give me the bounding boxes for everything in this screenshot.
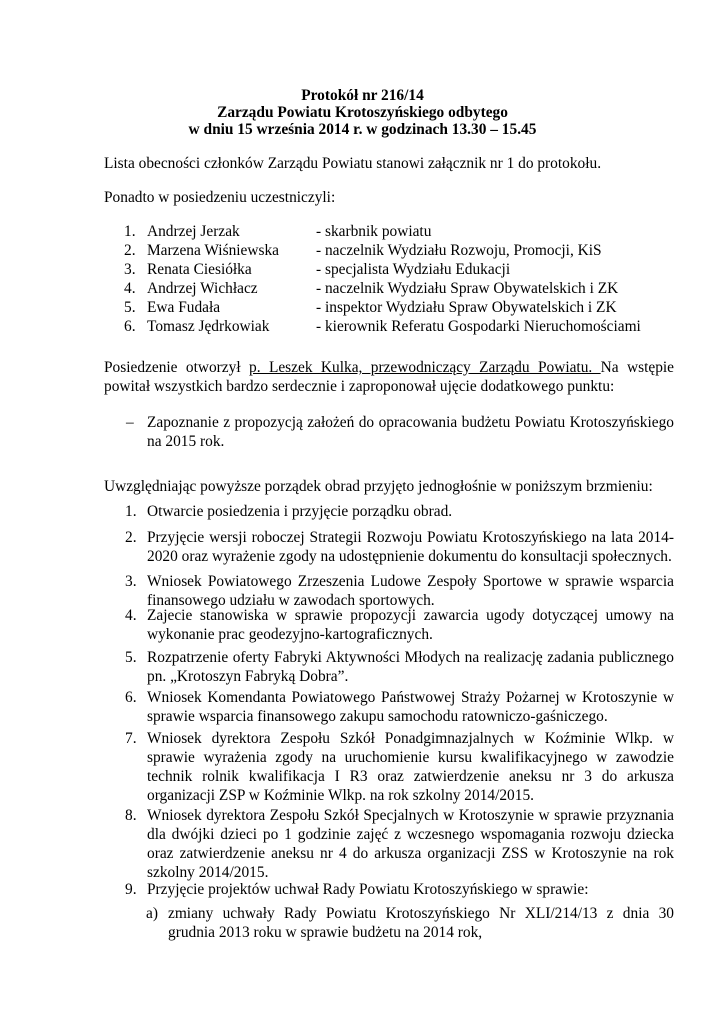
participants-label: Ponadto w posiedzeniu uczestniczyli: — [104, 189, 336, 206]
attendee-row — [0, 222, 725, 241]
agenda-item-text: Wniosek dyrektora Zespołu Szkół Ponadgimnazjalnych w Koźminie Wlkp. w sprawie wyrażenia zgody na uruchomienie kursu kwalifikacyjnego w zawodzie technik rolnik kwalifikacja I R3 oraz zatwierdzenie aneksu nr 3 do arkusza organizacji ZSP w Koźminie Wlkp. na rok szkolny 2014/2015. — [147, 730, 674, 804]
attendee-role: - skarbnik powiatu — [316, 223, 432, 240]
opening-text-end: Na wstępie powitał wszystkich bardzo serdecznie i zaproponował ujęcie dodatkowego punktu: — [104, 359, 674, 395]
attendee-number: 3. — [124, 261, 136, 278]
agenda-item-text: Wniosek Powiatowego Zrzeszenia Ludowe Zespoły Sportowe w sprawie wsparcia finansowego udziału w zawodach sportowych. — [147, 573, 674, 609]
attendee-role: - naczelnik Wydziału Rozwoju, Promocji, KiS — [316, 242, 602, 259]
agenda-item-number: 4. — [125, 607, 137, 624]
attendee-role: - naczelnik Wydziału Spraw Obywatelskich i ZK — [316, 280, 619, 297]
attendee-row — [0, 241, 725, 260]
agenda-item-text: Przyjęcie wersji roboczej Strategii Rozwoju Powiatu Krotoszyńskiego na lata 2014-2020 oraz wyrażenie zgody na udostępnienie dokumentu do konsultacji społecznych. — [147, 529, 674, 565]
agenda-item-text: Wniosek dyrektora Zespołu Szkół Specjalnych w Krotoszynie w sprawie przyznania dla dwójki dzieci po 1 godzinie zajęć z wczesnego wspomagania rozwoju dziecka oraz zatwierdzenie aneksu nr 4 do arkusza organizacji ZSS w Krotoszynie na rok szkolny 2014/2015. — [147, 807, 674, 881]
agenda-item-number: 3. — [125, 573, 137, 590]
agenda-item-number: 1. — [125, 503, 137, 520]
agenda-item-number: 6. — [125, 689, 137, 706]
chairman-name: p. Leszek Kulka, przewodniczący Zarządu Powiatu. — [249, 359, 601, 376]
agenda-item-text: Zajecie stanowiska w sprawie propozycji zawarcia ugody dotyczącej umowy na wykonanie prac geodezyjno-kartograficznych. — [147, 607, 674, 643]
agenda-item-number: 8. — [125, 807, 137, 824]
attendee-name: Marzena Wiśniewska — [147, 242, 280, 259]
attendee-name: Andrzej Jerzak — [147, 223, 240, 240]
attendee-number: 2. — [124, 242, 136, 259]
attendee-role: - specjalista Wydziału Edukacji — [316, 261, 511, 278]
attendee-name: Renata Ciesiółka — [147, 261, 252, 278]
protocol-title: Protokół nr 216/14 — [301, 87, 424, 104]
attendee-number: 6. — [124, 318, 136, 335]
agenda-item-number: 7. — [125, 730, 137, 747]
protocol-date-line: w dniu 15 września 2014 r. w godzinach 13.30 – 15.45 — [188, 121, 537, 138]
opening-paragraph — [104, 358, 674, 396]
agenda-item-number: 9. — [125, 881, 137, 898]
attendee-row — [0, 260, 725, 279]
attendance-note: Lista obecności członków Zarządu Powiatu stanowi załącznik nr 1 do protokołu. — [104, 155, 602, 172]
attendee-number: 5. — [124, 299, 136, 316]
dash-marker: – — [126, 414, 134, 431]
agenda-item-text: Wniosek Komendanta Powiatowego Państwowej Straży Pożarnej w Krotoszynie w sprawie wsparcia finansowego zakupu samochodu ratowniczo-gaśniczego. — [147, 689, 674, 725]
subitem-text: zmiany uchwały Rady Powiatu Krotoszyńskiego Nr XLI/214/13 z dnia 30 grudnia 2013 roku w sprawie budżetu na 2014 rok, — [168, 905, 674, 941]
agenda-item-text: Rozpatrzenie oferty Fabryki Aktywności Młodych na realizację zadania publicznego pn. „Krotoszyn Fabryką Dobra”. — [147, 649, 674, 685]
attendee-row — [0, 279, 725, 298]
agenda-item-number: 2. — [125, 529, 137, 546]
attendee-role: - kierownik Referatu Gospodarki Nieruchomościami — [316, 318, 641, 335]
attendee-number: 1. — [124, 223, 136, 240]
protocol-board-line: Zarządu Powiatu Krotoszyńskiego odbytego — [217, 104, 508, 121]
agenda-intro: Uwzględniając powyższe porządek obrad przyjęto jednogłośnie w poniższym brzmieniu: — [104, 478, 653, 495]
additional-point-text: Zapoznanie z propozycją założeń do opracowania budżetu Powiatu Krotoszyńskiego na 2015 rok. — [147, 414, 674, 450]
agenda-item-text: Przyjęcie projektów uchwał Rady Powiatu Krotoszyńskiego w sprawie: — [147, 881, 589, 898]
agenda-item-number: 5. — [125, 649, 137, 666]
attendee-row — [0, 317, 725, 336]
attendee-name: Tomasz Jędrkowiak — [147, 318, 270, 335]
attendee-row — [0, 298, 725, 317]
attendee-role: - inspektor Wydziału Spraw Obywatelskich i ZK — [316, 299, 617, 316]
attendee-name: Andrzej Wichłacz — [147, 280, 258, 297]
attendee-number: 4. — [124, 280, 136, 297]
agenda-item-text: Otwarcie posiedzenia i przyjęcie porządku obrad. — [147, 503, 453, 520]
attendee-name: Ewa Fudała — [147, 299, 221, 316]
subitem-marker: a) — [146, 905, 158, 922]
opening-text-start: Posiedzenie otworzył — [104, 359, 250, 376]
